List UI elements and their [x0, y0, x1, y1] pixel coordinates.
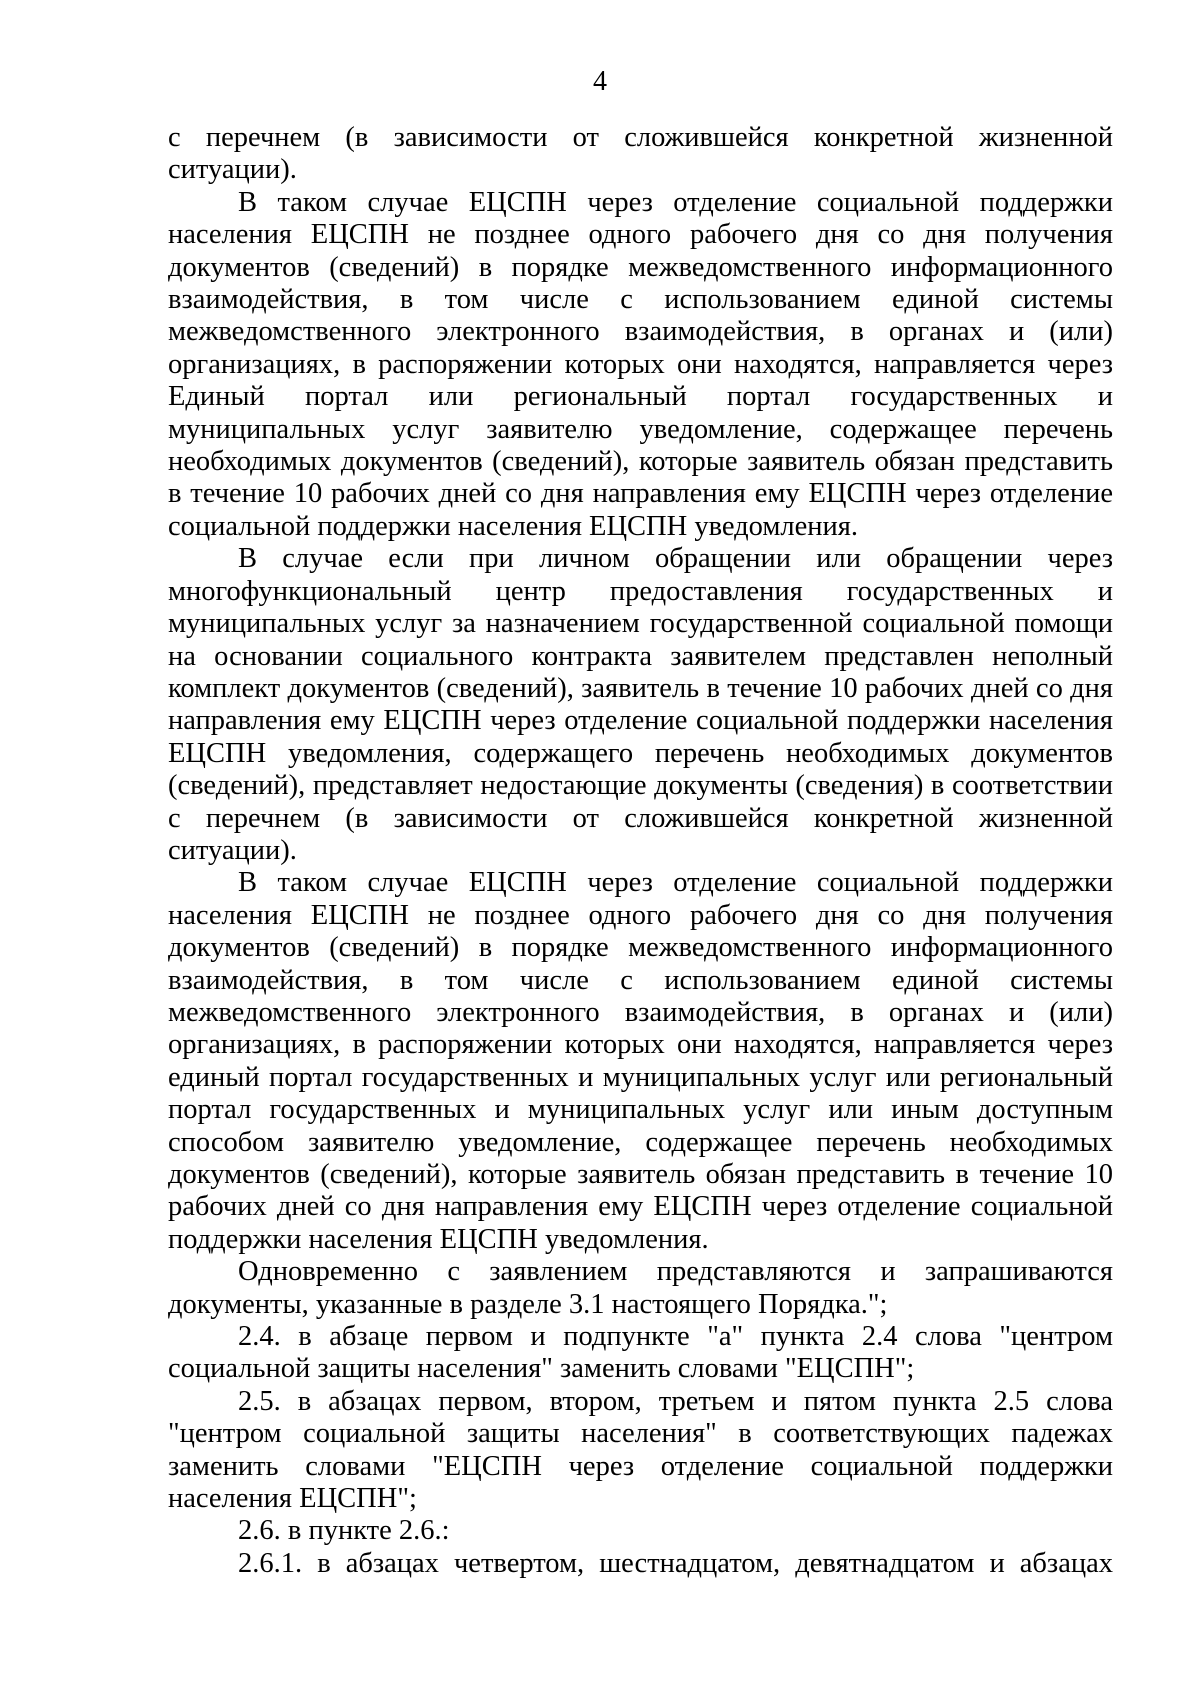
paragraph-1: с перечнем (в зависимости от сложившейся конкретной жизненной ситуации).: [168, 122, 1113, 186]
page-number: 4: [593, 66, 607, 97]
paragraph-2: В таком случае ЕЦСПН через отделение социальной поддержки населения ЕЦСПН не позднее одного рабочего дня со дня получения документов (сведений) в порядке межведомственного информационного взаимодействия, в том числе с использованием единой системы межведомственного электронного взаимодействия, в органах и (или) организациях, в распоряжении которых они находятся, направляется через Единый портал или региональный портал государственных и муниципальных услуг заявителю уведомление, содержащее перечень необходимых документов (сведений), которые заявитель обязан представить в течение 10 рабочих дней со дня направления ему ЕЦСПН через отделение социальной поддержки населения ЕЦСПН уведомления.: [168, 186, 1113, 542]
paragraph-6: 2.4. в абзаце первом и подпункте "а" пункта 2.4 слова "центром социальной защиты населения" заменить словами "ЕЦСПН";: [168, 1321, 1113, 1385]
paragraph-7: 2.5. в абзацах первом, втором, третьем и пятом пункта 2.5 слова "центром социальной защиты населения" в соответствующих падежах заменить словами "ЕЦСПН через отделение социальной поддержки населения ЕЦСПН";: [168, 1385, 1113, 1515]
document-body: [168, 122, 1113, 1580]
paragraph-8: 2.6. в пункте 2.6.:: [238, 1515, 450, 1547]
paragraph-4: В таком случае ЕЦСПН через отделение социальной поддержки населения ЕЦСПН не позднее одного рабочего дня со дня получения документов (сведений) в порядке межведомственного информационного взаимодействия, в том числе с использованием единой системы межведомственного электронного взаимодействия, в органах и (или) организациях, в распоряжении которых они находятся, направляется через единый портал государственных и муниципальных услуг или региональный портал государственных и муниципальных услуг или иным доступным способом заявителю уведомление, содержащее перечень необходимых документов (сведений), которые заявитель обязан представить в течение 10 рабочих дней со дня направления ему ЕЦСПН через отделение социальной поддержки населения ЕЦСПН уведомления.: [168, 867, 1113, 1255]
paragraph-5: Одновременно с заявлением представляются и запрашиваются документы, указанные в разделе 3.1 настоящего Порядка.";: [168, 1256, 1113, 1320]
paragraph-3: В случае если при личном обращении или обращении через многофункциональный центр предоставления государственных и муниципальных услуг за назначением государственной социальной помощи на основании социального контракта заявителем представлен неполный комплект документов (сведений), заявитель в течение 10 рабочих дней со дня направления ему ЕЦСПН через отделение социальной поддержки населения ЕЦСПН уведомления, содержащего перечень необходимых документов (сведений), представляет недостающие документы (сведения) в соответствии с перечнем (в зависимости от сложившейся конкретной жизненной ситуации).: [168, 543, 1113, 866]
paragraph-9: 2.6.1. в абзацах четвертом, шестнадцатом, девятнадцатом и абзацах: [238, 1547, 1113, 1579]
